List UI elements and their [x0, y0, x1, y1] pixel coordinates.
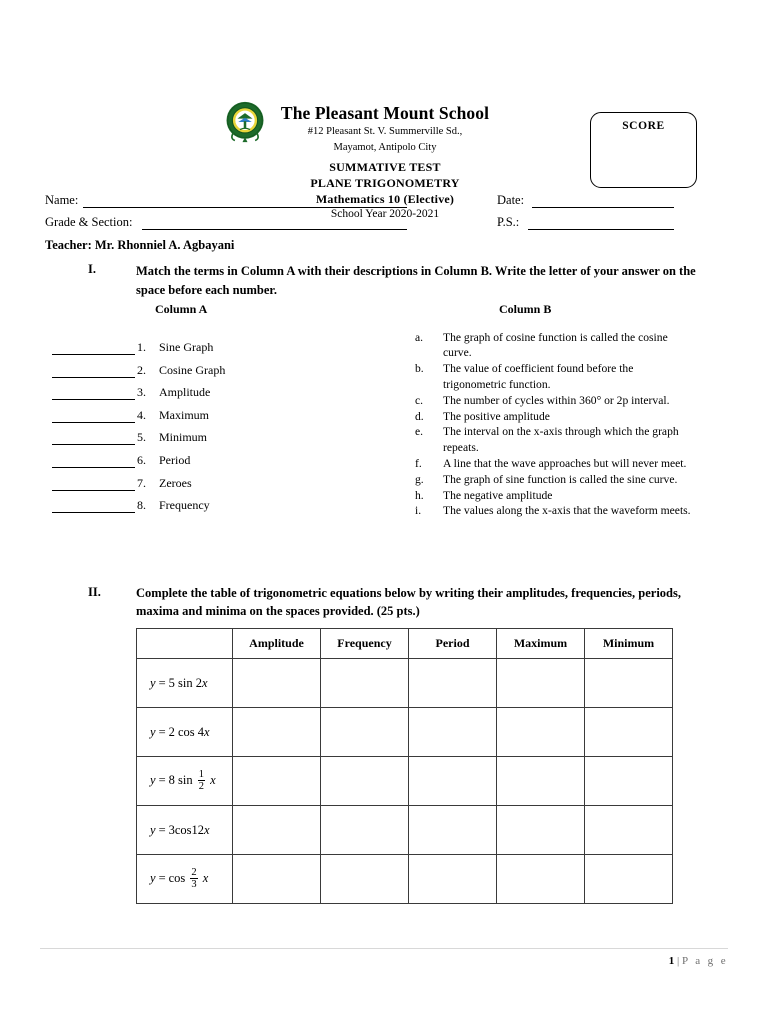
name-label: Name: — [45, 193, 79, 207]
frequency-answer-cell[interactable] — [321, 708, 409, 757]
page-footer — [669, 955, 728, 967]
equation-cell — [137, 855, 233, 904]
equation-2: y = 2 cos 4x — [150, 724, 210, 739]
equation-5: y = cos $\frac{2}{3}$ x — [150, 866, 209, 890]
trig-equations-table — [136, 628, 673, 904]
student-info-fields — [45, 193, 725, 237]
item-term: Sine Graph — [159, 340, 214, 354]
answer-blank[interactable] — [52, 364, 135, 378]
frequency-answer-cell[interactable] — [321, 855, 409, 904]
item-number: 6. — [137, 452, 146, 467]
column-b-list — [415, 330, 695, 519]
grade-section-row — [45, 215, 725, 237]
equation-cell — [137, 806, 233, 855]
match-item — [52, 476, 372, 499]
period-answer-cell[interactable] — [409, 708, 497, 757]
amplitude-answer-cell[interactable] — [233, 708, 321, 757]
equation-1: y = 5 sin 2x — [150, 675, 208, 690]
item-text: The interval on the x-axis through which the graph repeats. — [443, 425, 679, 454]
column-a-heading: Column A — [155, 302, 208, 316]
item-letter: c. — [415, 393, 424, 407]
section-two-instructions: Complete the table of trigonometric equations below by writing their amplitudes, frequencies, periods, maxima and minima on the spaces provided. (25 pts.) — [136, 586, 681, 618]
maximum-answer-cell[interactable] — [497, 708, 585, 757]
period-answer-cell[interactable] — [409, 757, 497, 806]
score-label: SCORE — [622, 120, 665, 132]
amplitude-answer-cell[interactable] — [233, 757, 321, 806]
match-item — [52, 340, 372, 363]
item-term: Frequency — [159, 498, 210, 513]
minimum-answer-cell[interactable] — [585, 757, 673, 806]
section-one-number: I. — [88, 262, 96, 276]
item-number: 4. — [137, 407, 146, 422]
maximum-answer-cell[interactable] — [497, 659, 585, 708]
item-term: Minimum — [159, 430, 208, 445]
minimum-answer-cell[interactable] — [585, 659, 673, 708]
item-letter: g. — [415, 472, 424, 486]
item-term: Zeroes — [159, 475, 192, 490]
column-header-frequency: Frequency — [321, 629, 409, 659]
school-identity — [190, 104, 580, 154]
equation-cell — [137, 708, 233, 757]
amplitude-answer-cell[interactable] — [233, 659, 321, 708]
minimum-answer-cell[interactable] — [585, 806, 673, 855]
item-number: 1. — [137, 340, 146, 354]
date-label: Date: — [497, 193, 525, 207]
item-text: The graph of cosine function is called the cosine curve. — [443, 331, 668, 360]
column-b-heading: Column B — [499, 302, 552, 316]
item-term: Amplitude — [159, 385, 211, 400]
table-row — [137, 757, 673, 806]
item-term: Maximum — [159, 407, 209, 422]
item-number: 5. — [137, 430, 146, 445]
test-type: SUMMATIVE TEST — [329, 160, 441, 174]
name-input[interactable] — [83, 193, 407, 208]
equation-cell — [137, 757, 233, 806]
description-item — [415, 472, 695, 487]
description-item — [415, 456, 695, 471]
answer-blank[interactable] — [52, 499, 135, 513]
page-word: P a g e — [681, 955, 728, 967]
table-row — [137, 855, 673, 904]
school-address-line-1: #12 Pleasant St. V. Summerville Sd., — [307, 126, 463, 138]
section-two-number: II. — [88, 585, 101, 599]
item-number: 8. — [137, 498, 146, 513]
item-number: 3. — [137, 385, 146, 400]
score-box[interactable] — [590, 112, 697, 188]
page-number: 1 — [668, 955, 675, 967]
description-item — [415, 488, 695, 503]
item-number: 2. — [137, 362, 146, 377]
column-header-maximum: Maximum — [497, 629, 585, 659]
column-header-minimum: Minimum — [585, 629, 673, 659]
match-item — [52, 498, 372, 521]
frequency-answer-cell[interactable] — [321, 659, 409, 708]
table-header-row — [137, 629, 673, 659]
maximum-answer-cell[interactable] — [497, 757, 585, 806]
item-text: The values along the x-axis that the waveform meets. — [443, 504, 691, 518]
item-term: Cosine Graph — [159, 362, 226, 377]
column-header-period: Period — [409, 629, 497, 659]
answer-blank[interactable] — [52, 409, 135, 423]
school-year: School Year 2020-2021 — [330, 208, 440, 221]
description-item — [415, 330, 695, 361]
equation-3: y = 8 sin $\frac{1}{2}$ x — [150, 768, 216, 792]
item-term: Period — [159, 452, 191, 467]
period-answer-cell[interactable] — [409, 806, 497, 855]
amplitude-answer-cell[interactable] — [233, 855, 321, 904]
match-item — [52, 453, 372, 476]
item-letter: a. — [415, 331, 424, 344]
item-letter: b. — [415, 362, 424, 376]
match-item — [52, 430, 372, 453]
column-a-list — [52, 340, 372, 521]
ps-input[interactable] — [528, 215, 674, 230]
answer-blank[interactable] — [52, 454, 135, 468]
item-number: 7. — [137, 475, 146, 490]
table-row — [137, 659, 673, 708]
answer-blank[interactable] — [52, 477, 135, 491]
table-row — [137, 806, 673, 855]
item-letter: e. — [415, 425, 424, 439]
item-text: The value of coefficient found before the trigonometric function. — [443, 362, 634, 391]
maximum-answer-cell[interactable] — [497, 855, 585, 904]
page-separator: | — [677, 955, 680, 967]
date-input[interactable] — [532, 193, 674, 208]
equation-4: y = 3cos12x — [150, 822, 210, 837]
period-answer-cell[interactable] — [409, 659, 497, 708]
description-item — [415, 503, 695, 518]
item-text: A line that the wave approaches but will never meet. — [443, 456, 687, 470]
item-text: The number of cycles within 360° or 2p interval. — [443, 393, 670, 407]
footer-divider — [40, 948, 728, 949]
answer-blank[interactable] — [52, 431, 135, 445]
minimum-answer-cell[interactable] — [585, 708, 673, 757]
item-letter: f. — [415, 456, 422, 470]
item-text: The positive amplitude — [443, 409, 550, 423]
subject-title: PLANE TRIGONOMETRY — [310, 175, 460, 190]
item-letter: i. — [415, 504, 422, 518]
frequency-answer-cell[interactable] — [321, 757, 409, 806]
match-item — [52, 385, 372, 408]
equation-cell — [137, 659, 233, 708]
column-header-equation — [137, 629, 233, 659]
table-row — [137, 708, 673, 757]
item-text: The negative amplitude — [443, 488, 553, 502]
section-one-instructions: Match the terms in Column A with their descriptions in Column B. Write the letter of your answer on the space before each number. — [136, 264, 696, 297]
frequency-answer-cell[interactable] — [321, 806, 409, 855]
name-row — [45, 193, 725, 215]
school-address-line-2: Mayamot, Antipolo City — [333, 141, 437, 153]
answer-blank[interactable] — [52, 341, 135, 355]
period-answer-cell[interactable] — [409, 855, 497, 904]
maximum-answer-cell[interactable] — [497, 806, 585, 855]
ps-label: P.S.: — [497, 215, 520, 229]
answer-blank[interactable] — [52, 386, 135, 400]
column-header-amplitude: Amplitude — [233, 629, 321, 659]
item-text: The graph of sine function is called the sine curve. — [443, 472, 678, 486]
school-name: The Pleasant Mount School — [280, 103, 490, 123]
course-label: Mathematics 10 (Elective) — [315, 191, 455, 206]
grade-section-label: Grade & Section: — [45, 215, 133, 229]
item-letter: d. — [415, 409, 424, 423]
teacher-name: Teacher: Mr. Rhonniel A. Agbayani — [45, 238, 235, 252]
description-item — [415, 409, 695, 424]
item-letter: h. — [415, 488, 424, 502]
description-item — [415, 361, 695, 392]
amplitude-answer-cell[interactable] — [233, 806, 321, 855]
description-item — [415, 424, 695, 455]
match-item — [52, 408, 372, 431]
match-item — [52, 363, 372, 386]
grade-section-input[interactable] — [142, 215, 407, 230]
minimum-answer-cell[interactable] — [585, 855, 673, 904]
description-item — [415, 393, 695, 408]
